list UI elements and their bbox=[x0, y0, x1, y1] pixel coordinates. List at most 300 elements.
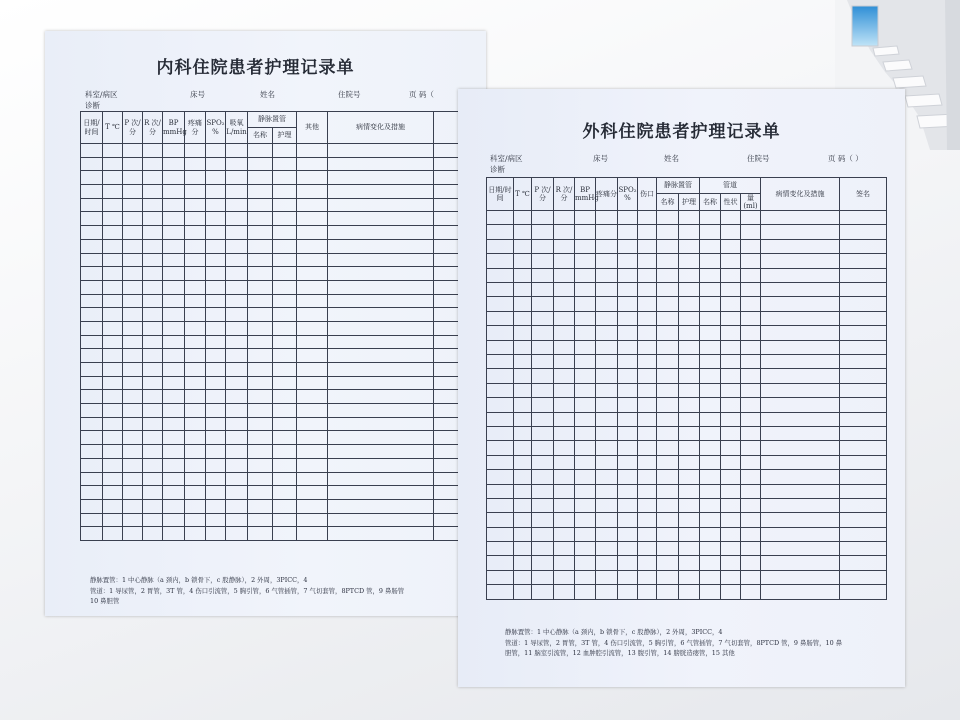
blank-cell bbox=[487, 556, 514, 570]
blank-cell bbox=[226, 253, 248, 267]
blank-cell bbox=[487, 355, 514, 369]
blank-cell bbox=[638, 225, 657, 239]
blank-cell bbox=[273, 157, 297, 171]
blank-cell bbox=[761, 297, 840, 311]
blank-cell bbox=[761, 570, 840, 584]
blank-cell bbox=[638, 441, 657, 455]
col-condition: 病情变化及措施 bbox=[761, 178, 840, 211]
blank-cell bbox=[657, 268, 679, 282]
blank-cell bbox=[123, 253, 143, 267]
blank-cell bbox=[761, 211, 840, 225]
blank-cell bbox=[103, 253, 123, 267]
blank-cell bbox=[532, 527, 554, 541]
blank-cell bbox=[575, 398, 596, 412]
blank-cell bbox=[514, 498, 532, 512]
blank-cell bbox=[638, 498, 657, 512]
blank-cell bbox=[618, 398, 638, 412]
table-row bbox=[81, 267, 501, 281]
blank-cell bbox=[273, 527, 297, 541]
blank-cell bbox=[532, 369, 554, 383]
blank-cell bbox=[123, 198, 143, 212]
table-row bbox=[487, 254, 887, 268]
blank-cell bbox=[226, 321, 248, 335]
blank-cell bbox=[328, 417, 434, 431]
blank-cell bbox=[532, 484, 554, 498]
blank-cell bbox=[163, 499, 185, 513]
blank-cell bbox=[761, 283, 840, 297]
blank-cell bbox=[103, 376, 123, 390]
blank-cell bbox=[721, 470, 741, 484]
blank-cell bbox=[273, 239, 297, 253]
blank-cell bbox=[554, 412, 575, 426]
blank-cell bbox=[554, 455, 575, 469]
blank-cell bbox=[81, 185, 103, 199]
blank-cell bbox=[514, 426, 532, 440]
blank-cell bbox=[185, 431, 206, 445]
blank-cell bbox=[163, 472, 185, 486]
blank-cell bbox=[700, 383, 721, 397]
blank-cell bbox=[761, 527, 840, 541]
blank-cell bbox=[103, 144, 123, 158]
blank-cell bbox=[297, 212, 328, 226]
blank-cell bbox=[81, 212, 103, 226]
blank-cell bbox=[721, 283, 741, 297]
blank-cell bbox=[575, 441, 596, 455]
col-tube-nature: 性状 bbox=[721, 194, 741, 211]
blank-cell bbox=[487, 542, 514, 556]
blank-cell bbox=[761, 355, 840, 369]
blank-cell bbox=[143, 335, 163, 349]
blank-cell bbox=[185, 198, 206, 212]
blank-cell bbox=[273, 226, 297, 240]
blank-cell bbox=[297, 157, 328, 171]
blank-cell bbox=[185, 486, 206, 500]
blank-cell bbox=[328, 157, 434, 171]
table-row bbox=[487, 225, 887, 239]
blank-cell bbox=[596, 513, 618, 527]
blank-cell bbox=[575, 268, 596, 282]
blank-cell bbox=[514, 369, 532, 383]
blank-cell bbox=[123, 363, 143, 377]
blank-cell bbox=[487, 570, 514, 584]
blank-cell bbox=[123, 499, 143, 513]
blank-cell bbox=[679, 254, 700, 268]
blank-cell bbox=[840, 355, 887, 369]
table-row bbox=[81, 157, 501, 171]
blank-cell bbox=[679, 340, 700, 354]
blank-cell bbox=[487, 455, 514, 469]
blank-cell bbox=[297, 390, 328, 404]
blank-cell bbox=[840, 513, 887, 527]
table-row bbox=[81, 185, 501, 199]
blank-cell bbox=[103, 513, 123, 527]
blank-cell bbox=[554, 441, 575, 455]
table-row bbox=[81, 404, 501, 418]
record-table bbox=[486, 177, 887, 600]
blank-cell bbox=[487, 340, 514, 354]
blank-cell bbox=[248, 212, 273, 226]
table-row bbox=[487, 412, 887, 426]
blank-cell bbox=[514, 441, 532, 455]
blank-cell bbox=[532, 211, 554, 225]
blank-cell bbox=[206, 472, 226, 486]
blank-cell bbox=[328, 171, 434, 185]
blank-cell bbox=[618, 542, 638, 556]
blank-cell bbox=[700, 254, 721, 268]
table-row bbox=[487, 556, 887, 570]
blank-cell bbox=[163, 445, 185, 459]
blank-cell bbox=[297, 239, 328, 253]
blank-cell bbox=[123, 390, 143, 404]
blank-cell bbox=[638, 369, 657, 383]
blank-cell bbox=[297, 376, 328, 390]
blank-cell bbox=[123, 335, 143, 349]
blank-cell bbox=[514, 340, 532, 354]
blank-cell bbox=[487, 239, 514, 253]
blank-cell bbox=[206, 171, 226, 185]
blank-cell bbox=[575, 283, 596, 297]
blank-cell bbox=[657, 426, 679, 440]
blank-cell bbox=[638, 239, 657, 253]
blank-cell bbox=[721, 254, 741, 268]
blank-cell bbox=[840, 283, 887, 297]
blank-cell bbox=[700, 426, 721, 440]
blank-cell bbox=[103, 226, 123, 240]
legend-line: 静脉置管：1 中心静脉（a 颈内，b 锁骨下，c 股静脉），2 外周，3PICC，4 bbox=[90, 576, 308, 584]
blank-cell bbox=[721, 484, 741, 498]
blank-cell bbox=[163, 363, 185, 377]
blank-cell bbox=[103, 458, 123, 472]
blank-cell bbox=[840, 441, 887, 455]
blank-cell bbox=[618, 426, 638, 440]
blank-cell bbox=[721, 441, 741, 455]
blank-cell bbox=[226, 171, 248, 185]
blank-cell bbox=[163, 198, 185, 212]
blank-cell bbox=[163, 349, 185, 363]
blank-cell bbox=[761, 585, 840, 599]
blank-cell bbox=[840, 412, 887, 426]
blank-cell bbox=[143, 294, 163, 308]
col-temperature: T ℃ bbox=[103, 112, 123, 144]
blank-cell bbox=[840, 268, 887, 282]
blank-cell bbox=[514, 570, 532, 584]
blank-cell bbox=[761, 470, 840, 484]
blank-cell bbox=[618, 369, 638, 383]
table-row bbox=[487, 455, 887, 469]
blank-cell bbox=[741, 326, 761, 340]
blank-cell bbox=[741, 527, 761, 541]
table-row bbox=[487, 513, 887, 527]
blank-cell bbox=[206, 431, 226, 445]
blank-cell bbox=[554, 369, 575, 383]
blank-cell bbox=[185, 458, 206, 472]
blank-cell bbox=[273, 486, 297, 500]
blank-cell bbox=[721, 211, 741, 225]
blank-cell bbox=[596, 398, 618, 412]
blank-cell bbox=[575, 340, 596, 354]
blank-cell bbox=[81, 472, 103, 486]
col-other: 其他 bbox=[297, 112, 328, 144]
blank-cell bbox=[297, 417, 328, 431]
blank-cell bbox=[123, 472, 143, 486]
blank-cell bbox=[143, 458, 163, 472]
blank-cell bbox=[328, 404, 434, 418]
field-name: 姓名 bbox=[260, 90, 275, 99]
blank-cell bbox=[163, 335, 185, 349]
table-row bbox=[487, 585, 887, 599]
blank-cell bbox=[328, 294, 434, 308]
blank-cell bbox=[328, 198, 434, 212]
blank-cell bbox=[185, 376, 206, 390]
blank-cell bbox=[700, 239, 721, 253]
blank-cell bbox=[618, 570, 638, 584]
blank-cell bbox=[226, 335, 248, 349]
blank-cell bbox=[123, 349, 143, 363]
blank-cell bbox=[721, 513, 741, 527]
blank-cell bbox=[657, 556, 679, 570]
blank-cell bbox=[700, 311, 721, 325]
blank-cell bbox=[679, 426, 700, 440]
blank-cell bbox=[81, 349, 103, 363]
blank-cell bbox=[226, 513, 248, 527]
blank-cell bbox=[103, 349, 123, 363]
record-table bbox=[80, 111, 501, 541]
blank-cell bbox=[103, 417, 123, 431]
blank-cell bbox=[185, 253, 206, 267]
blank-cell bbox=[700, 513, 721, 527]
blank-cell bbox=[514, 513, 532, 527]
blank-cell bbox=[143, 445, 163, 459]
blank-cell bbox=[638, 513, 657, 527]
blank-cell bbox=[679, 484, 700, 498]
blank-cell bbox=[81, 431, 103, 445]
blank-cell bbox=[721, 239, 741, 253]
blank-cell bbox=[487, 369, 514, 383]
blank-cell bbox=[532, 513, 554, 527]
blank-cell bbox=[532, 441, 554, 455]
blank-cell bbox=[618, 383, 638, 397]
blank-cell bbox=[840, 383, 887, 397]
blank-cell bbox=[741, 239, 761, 253]
blank-cell bbox=[273, 390, 297, 404]
blank-cell bbox=[226, 239, 248, 253]
col-respiration: R 次/分 bbox=[143, 112, 163, 144]
table-row bbox=[81, 198, 501, 212]
blank-cell bbox=[657, 412, 679, 426]
blank-cell bbox=[103, 280, 123, 294]
blank-cell bbox=[618, 513, 638, 527]
blank-cell bbox=[297, 308, 328, 322]
blank-cell bbox=[103, 390, 123, 404]
blank-cell bbox=[618, 470, 638, 484]
blank-cell bbox=[554, 297, 575, 311]
blank-cell bbox=[575, 484, 596, 498]
table-row bbox=[81, 226, 501, 240]
blank-cell bbox=[532, 412, 554, 426]
blank-cell bbox=[81, 390, 103, 404]
blank-cell bbox=[123, 226, 143, 240]
table-row bbox=[487, 311, 887, 325]
blank-cell bbox=[514, 254, 532, 268]
blank-cell bbox=[721, 527, 741, 541]
blank-cell bbox=[741, 513, 761, 527]
blank-cell bbox=[657, 455, 679, 469]
blank-cell bbox=[700, 585, 721, 599]
blank-cell bbox=[206, 198, 226, 212]
blank-cell bbox=[81, 486, 103, 500]
blank-cell bbox=[700, 355, 721, 369]
blank-cell bbox=[840, 297, 887, 311]
blank-cell bbox=[81, 527, 103, 541]
blank-cell bbox=[206, 458, 226, 472]
blank-cell bbox=[618, 455, 638, 469]
blank-cell bbox=[163, 294, 185, 308]
blank-cell bbox=[185, 417, 206, 431]
blank-cell bbox=[657, 570, 679, 584]
blank-cell bbox=[657, 340, 679, 354]
blank-cell bbox=[226, 267, 248, 281]
blank-cell bbox=[487, 441, 514, 455]
field-bed: 床号 bbox=[593, 154, 608, 163]
blank-cell bbox=[618, 225, 638, 239]
blank-cell bbox=[638, 470, 657, 484]
blank-cell bbox=[679, 326, 700, 340]
blank-cell bbox=[81, 321, 103, 335]
blank-cell bbox=[840, 498, 887, 512]
blank-cell bbox=[638, 311, 657, 325]
blank-cell bbox=[103, 185, 123, 199]
blank-cell bbox=[81, 499, 103, 513]
blank-cell bbox=[163, 527, 185, 541]
blank-cell bbox=[487, 527, 514, 541]
blank-cell bbox=[273, 280, 297, 294]
blank-cell bbox=[700, 211, 721, 225]
blank-cell bbox=[575, 311, 596, 325]
blank-cell bbox=[81, 513, 103, 527]
blank-cell bbox=[206, 212, 226, 226]
blank-cell bbox=[273, 185, 297, 199]
field-dept: 科室/病区 bbox=[85, 90, 118, 99]
blank-cell bbox=[123, 321, 143, 335]
blank-cell bbox=[532, 542, 554, 556]
blank-cell bbox=[679, 398, 700, 412]
table-row bbox=[487, 426, 887, 440]
blank-cell bbox=[741, 383, 761, 397]
blank-cell bbox=[761, 369, 840, 383]
blank-cell bbox=[143, 267, 163, 281]
blank-cell bbox=[273, 513, 297, 527]
blank-cell bbox=[721, 455, 741, 469]
blank-cell bbox=[575, 355, 596, 369]
blank-cell bbox=[532, 268, 554, 282]
blank-cell bbox=[143, 308, 163, 322]
blank-cell bbox=[679, 455, 700, 469]
blank-cell bbox=[273, 144, 297, 158]
blank-cell bbox=[532, 297, 554, 311]
blank-cell bbox=[206, 390, 226, 404]
blank-cell bbox=[123, 185, 143, 199]
blank-cell bbox=[103, 239, 123, 253]
blank-cell bbox=[840, 455, 887, 469]
blank-cell bbox=[638, 355, 657, 369]
blank-cell bbox=[206, 185, 226, 199]
blank-cell bbox=[487, 383, 514, 397]
blank-cell bbox=[487, 398, 514, 412]
blank-cell bbox=[741, 426, 761, 440]
blank-cell bbox=[487, 254, 514, 268]
blank-cell bbox=[103, 472, 123, 486]
blank-cell bbox=[273, 212, 297, 226]
col-iv-name: 名称 bbox=[248, 128, 273, 144]
blank-cell bbox=[618, 355, 638, 369]
blank-cell bbox=[226, 363, 248, 377]
blank-cell bbox=[103, 198, 123, 212]
blank-cell bbox=[185, 144, 206, 158]
col-oxygen: 吸氧 L/min bbox=[226, 112, 248, 144]
blank-cell bbox=[487, 470, 514, 484]
blank-cell bbox=[273, 308, 297, 322]
blank-cell bbox=[206, 527, 226, 541]
blank-cell bbox=[273, 499, 297, 513]
table-row bbox=[487, 268, 887, 282]
blank-cell bbox=[248, 527, 273, 541]
blank-cell bbox=[226, 212, 248, 226]
blank-cell bbox=[514, 556, 532, 570]
blank-cell bbox=[248, 486, 273, 500]
blank-cell bbox=[273, 376, 297, 390]
blank-cell bbox=[81, 239, 103, 253]
blank-cell bbox=[143, 253, 163, 267]
blank-cell bbox=[297, 527, 328, 541]
blank-cell bbox=[248, 513, 273, 527]
blank-cell bbox=[741, 254, 761, 268]
blank-cell bbox=[487, 412, 514, 426]
blank-cell bbox=[185, 404, 206, 418]
blank-cell bbox=[206, 376, 226, 390]
blank-cell bbox=[163, 212, 185, 226]
blank-cell bbox=[679, 239, 700, 253]
blank-cell bbox=[123, 157, 143, 171]
blank-cell bbox=[761, 340, 840, 354]
blank-cell bbox=[328, 144, 434, 158]
blank-cell bbox=[123, 376, 143, 390]
blank-cell bbox=[618, 340, 638, 354]
col-pulse: P 次/分 bbox=[532, 178, 554, 211]
blank-cell bbox=[185, 321, 206, 335]
blank-cell bbox=[248, 349, 273, 363]
blank-cell bbox=[514, 398, 532, 412]
blank-cell bbox=[741, 211, 761, 225]
blank-cell bbox=[596, 455, 618, 469]
blank-cell bbox=[679, 211, 700, 225]
blank-cell bbox=[679, 470, 700, 484]
blank-cell bbox=[206, 253, 226, 267]
blank-cell bbox=[700, 369, 721, 383]
blank-cell bbox=[657, 383, 679, 397]
blank-cell bbox=[700, 455, 721, 469]
blank-cell bbox=[81, 458, 103, 472]
blank-cell bbox=[721, 340, 741, 354]
blank-cell bbox=[328, 376, 434, 390]
blank-cell bbox=[143, 363, 163, 377]
blank-cell bbox=[328, 499, 434, 513]
blank-cell bbox=[741, 412, 761, 426]
blank-cell bbox=[297, 472, 328, 486]
blank-cell bbox=[206, 308, 226, 322]
blank-cell bbox=[721, 311, 741, 325]
blank-cell bbox=[248, 308, 273, 322]
blank-cell bbox=[840, 369, 887, 383]
